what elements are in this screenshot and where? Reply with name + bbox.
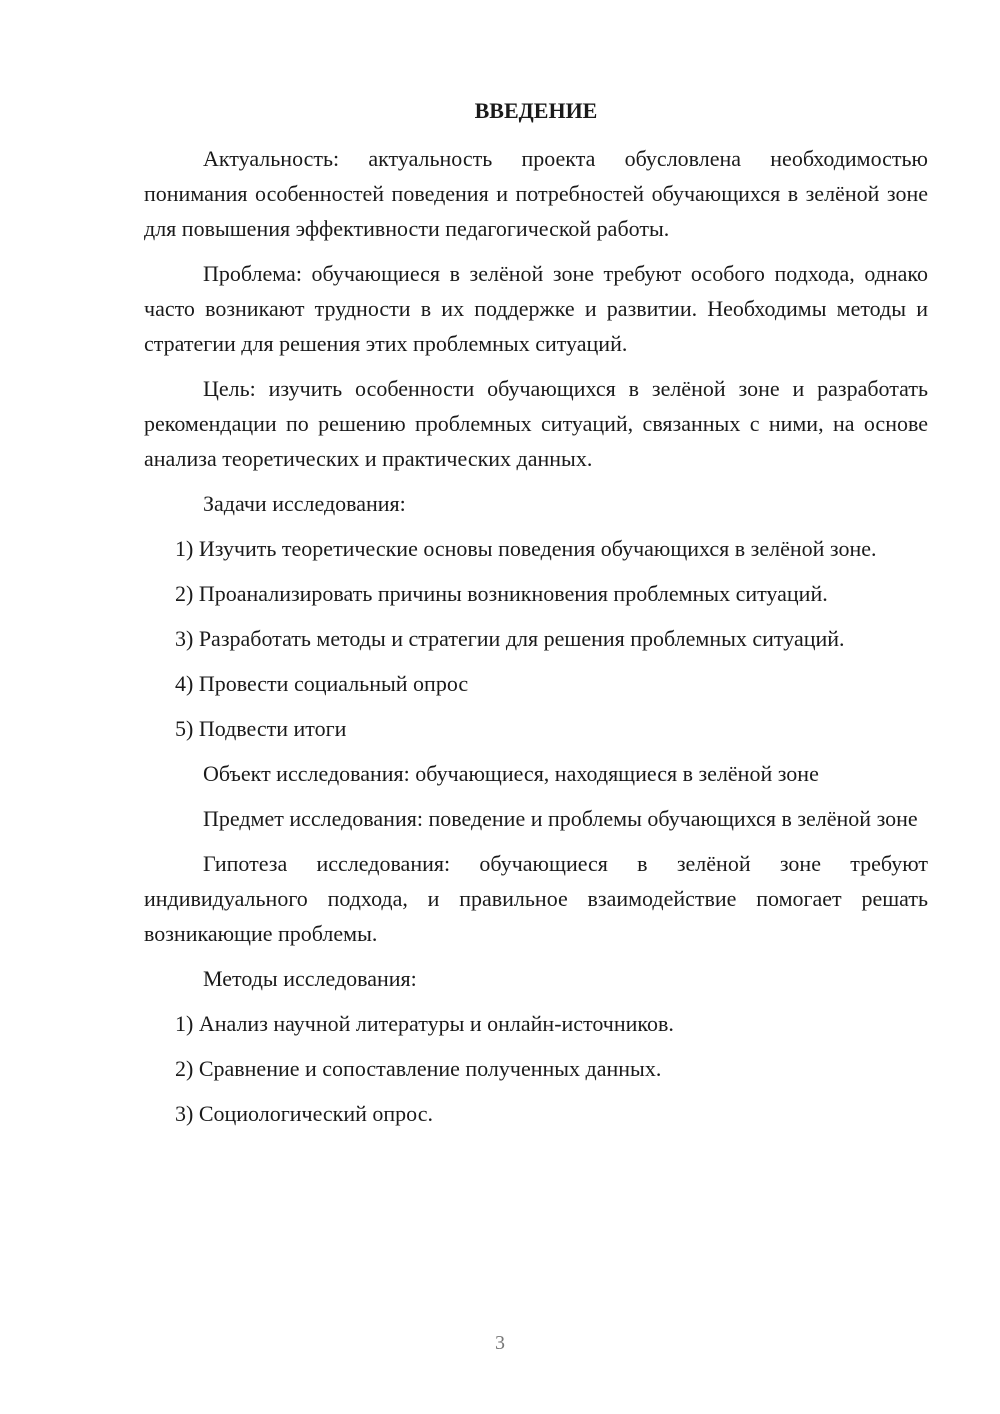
task-item: 1) Изучить теоретические основы поведения обучающихся в зелёной зоне. bbox=[175, 536, 877, 561]
method-item: 2) Сравнение и сопоставление полученных данных. bbox=[175, 1056, 662, 1081]
task-item: 5) Подвести итоги bbox=[175, 716, 347, 741]
object-paragraph: Объект исследования: обучающиеся, находящиеся в зелёной зоне bbox=[203, 761, 819, 786]
method-item: 3) Социологический опрос. bbox=[175, 1101, 433, 1126]
document-page bbox=[144, 95, 928, 1141]
task-item: 4) Провести социальный опрос bbox=[175, 671, 469, 696]
methods-heading: Методы исследования: bbox=[203, 966, 417, 991]
method-item: 1) Анализ научной литературы и онлайн-источников. bbox=[175, 1011, 674, 1036]
goal-paragraph: Цель: изучить особенности обучающихся в зелёной зоне и разработать рекомендации по решению проблемных ситуаций, связанных с ними, на основе анализа теоретических и практических данных. bbox=[144, 376, 928, 471]
task-item: 2) Проанализировать причины возникновения проблемных ситуаций. bbox=[175, 581, 828, 606]
page-title: ВВЕДЕНИЕ bbox=[474, 98, 598, 123]
hypothesis-paragraph: Гипотеза исследования: обучающиеся в зелёной зоне требуют индивидуального подхода, и правильное взаимодействие помогает решать возникающие проблемы. bbox=[144, 851, 928, 946]
tasks-heading: Задачи исследования: bbox=[203, 491, 406, 516]
page-number: 3 bbox=[495, 1332, 505, 1354]
problem-paragraph: Проблема: обучающиеся в зелёной зоне требуют особого подхода, однако часто возникают трудности в их поддержке и развитии. Необходимы методы и стратегии для решения этих проблемных ситуаций. bbox=[144, 261, 928, 356]
subject-paragraph: Предмет исследования: поведение и проблемы обучающихся в зелёной зоне bbox=[203, 806, 918, 831]
task-item: 3) Разработать методы и стратегии для решения проблемных ситуаций. bbox=[175, 626, 845, 651]
relevance-paragraph: Актуальность: актуальность проекта обусловлена необходимостью понимания особенностей поведения и потребностей обучающихся в зелёной зоне для повышения эффективности педагогической работы. bbox=[144, 146, 928, 241]
